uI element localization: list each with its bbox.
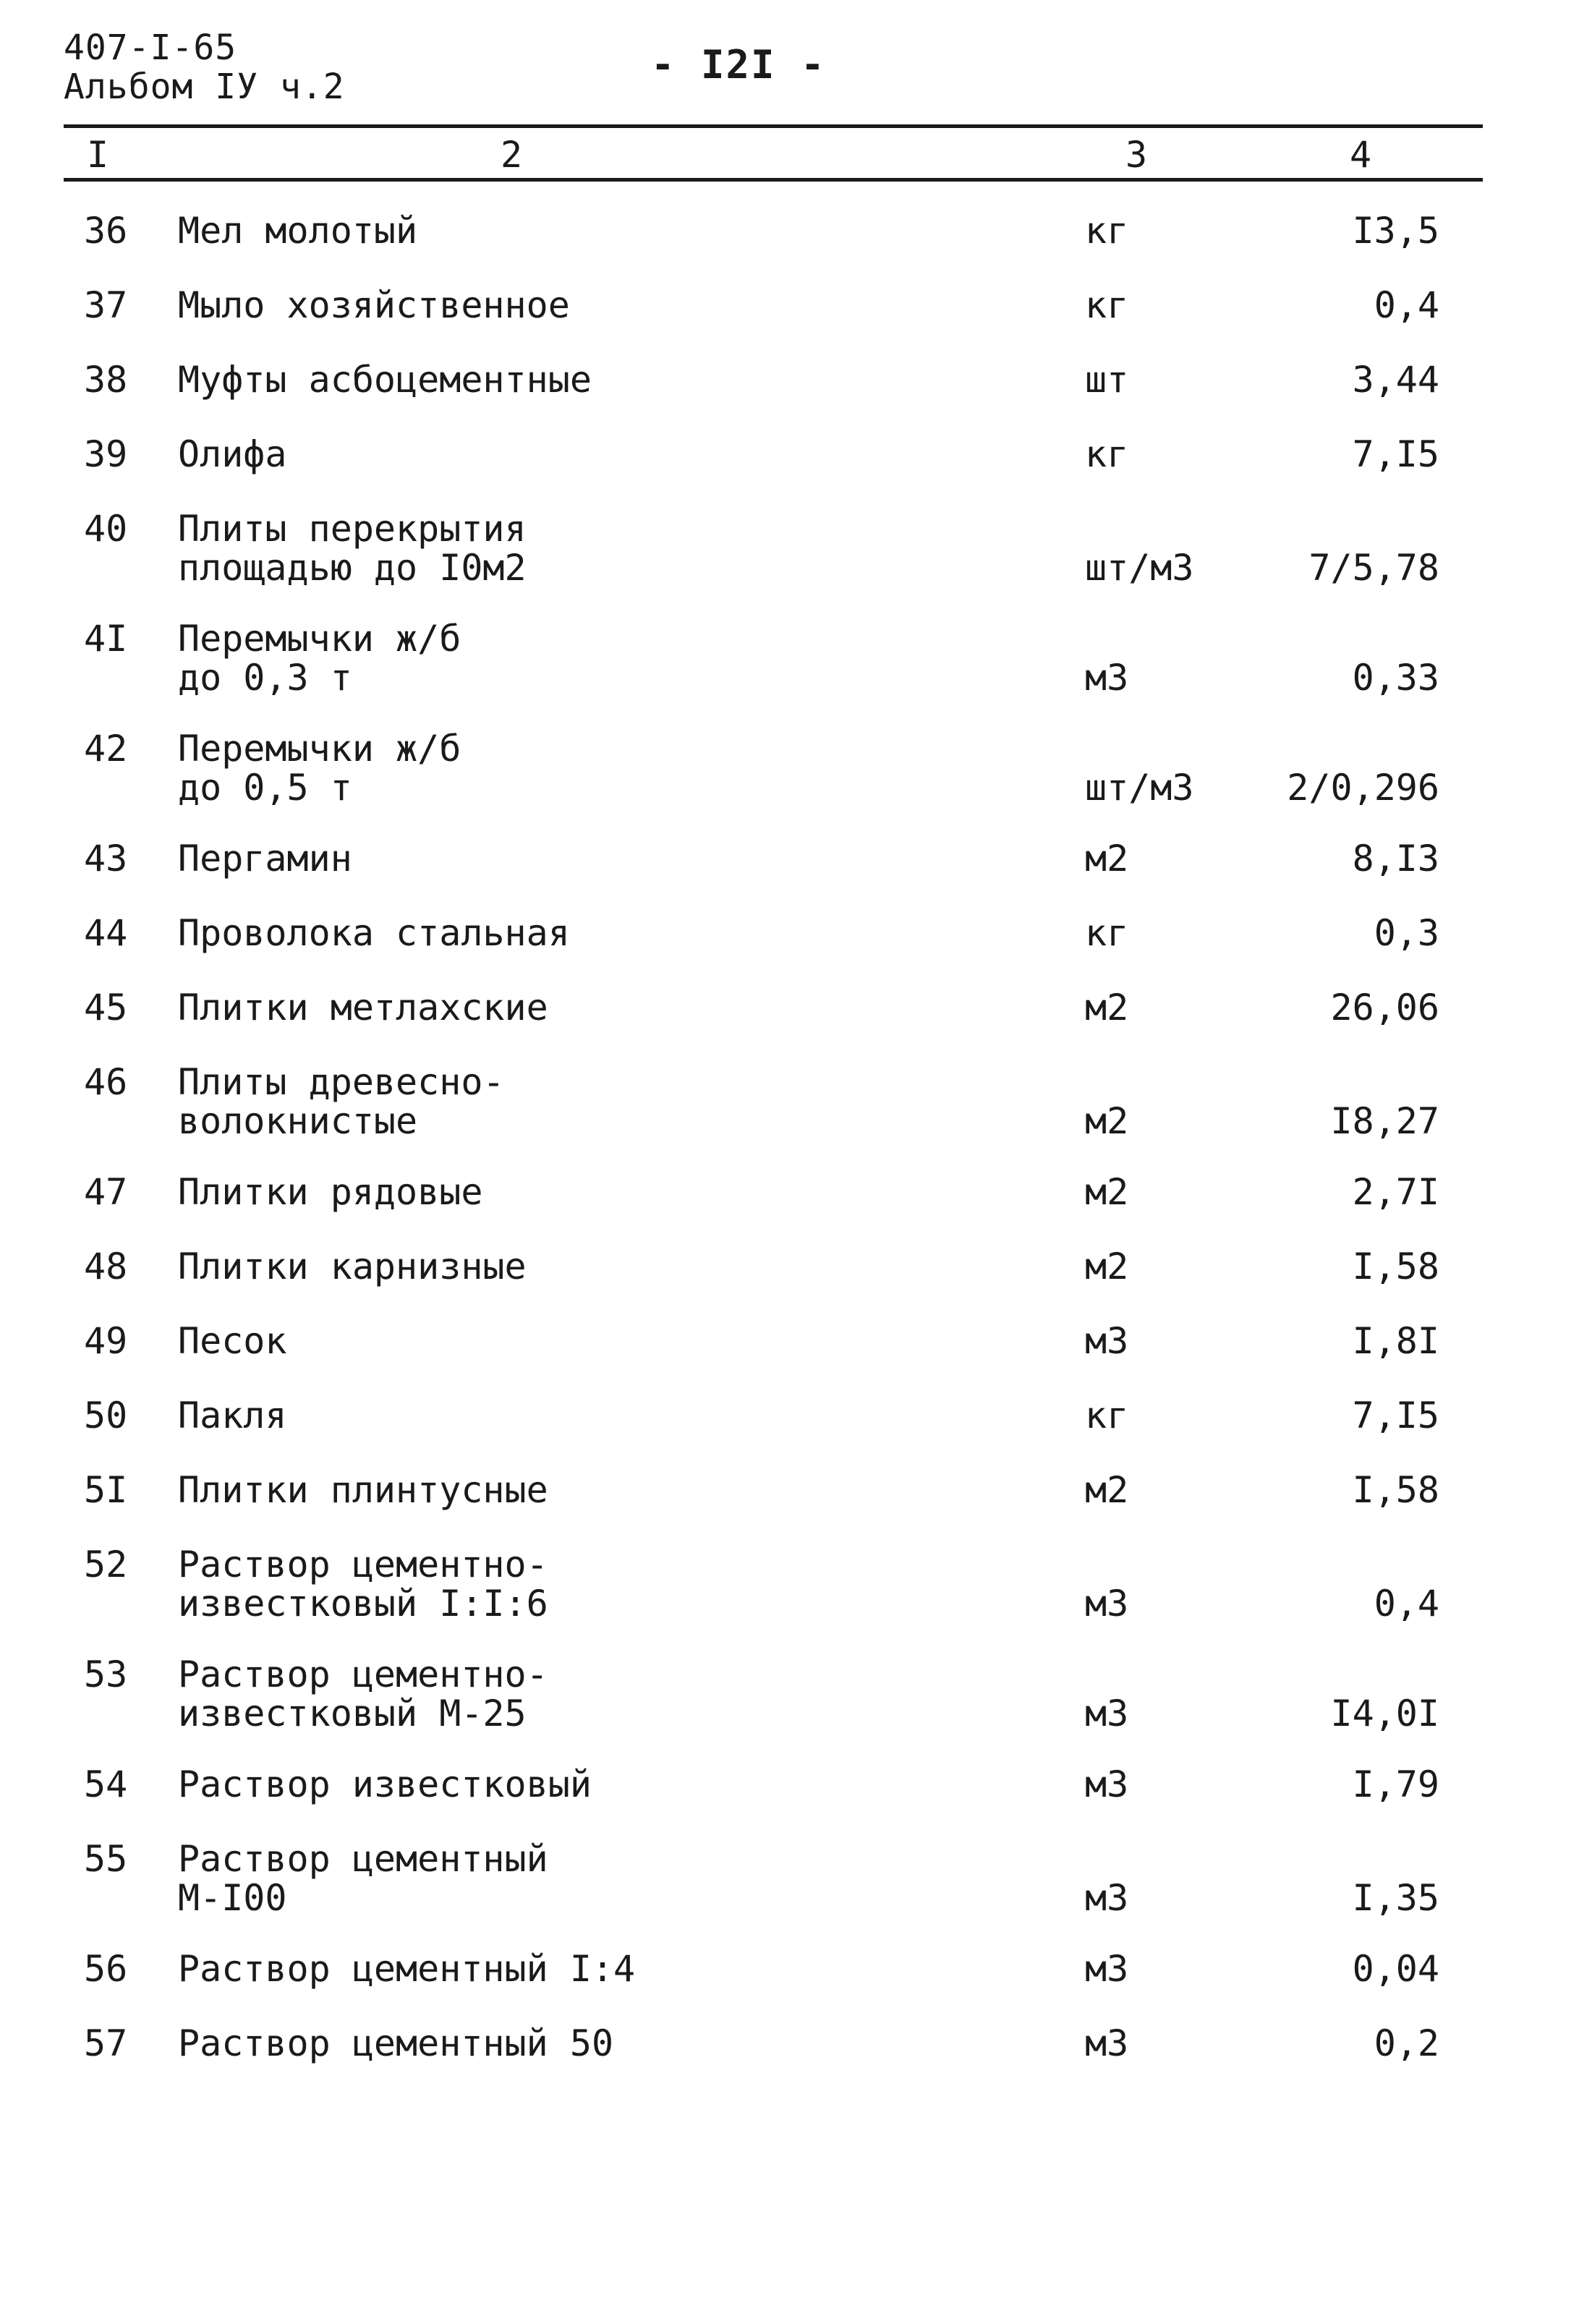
row-number: 5I [84, 1469, 128, 1511]
material-name-line: Раствор цементный [178, 1838, 548, 1880]
material-name-line: Муфты асбоцементные [178, 359, 592, 401]
row-number: 57 [84, 2022, 128, 2064]
material-name [178, 1172, 482, 1212]
unit: м2 [1085, 987, 1129, 1029]
unit: м3 [1085, 2022, 1129, 2064]
table-row [0, 612, 1592, 722]
material-name [178, 435, 287, 474]
column-header-4: 4 [1350, 134, 1372, 176]
table-top-rule [64, 124, 1483, 128]
material-name [178, 286, 570, 325]
quantity: 7,I5 [1352, 1395, 1439, 1436]
material-name [178, 1470, 548, 1510]
material-name [178, 1063, 505, 1141]
material-name-line: Плитки метлахские [178, 987, 548, 1029]
unit: м3 [1085, 1320, 1129, 1362]
material-name [178, 1765, 592, 1804]
quantity: 2,7I [1352, 1171, 1439, 1213]
quantity: 8,I3 [1352, 838, 1439, 880]
table-row [0, 1942, 1592, 2017]
row-number: 45 [84, 987, 128, 1029]
unit: м2 [1085, 1171, 1129, 1213]
table-row [0, 278, 1592, 353]
unit: м2 [1085, 838, 1129, 880]
unit: шт/м3 [1085, 767, 1194, 809]
material-name-line: Раствор цементный 50 [178, 2022, 614, 2064]
material-name-line: Плиты древесно- [178, 1061, 505, 1103]
unit: кг [1085, 433, 1129, 475]
quantity: 2/0,296 [1287, 767, 1439, 809]
unit: м2 [1085, 1100, 1129, 1142]
material-name-line: Мыло хозяйственное [178, 284, 570, 326]
table-row [0, 1832, 1592, 1942]
row-number: 55 [84, 1838, 128, 1880]
table-row [0, 832, 1592, 906]
material-name-line: Песок [178, 1320, 287, 1362]
material-name [178, 988, 548, 1027]
table-row [0, 353, 1592, 427]
table-body [0, 204, 1592, 2091]
material-name-line: Перемычки ж/б [178, 728, 461, 770]
table-row [0, 1240, 1592, 1314]
unit: м2 [1085, 1246, 1129, 1287]
page-number: - I2I - [651, 42, 826, 88]
material-name-line: Пергамин [178, 838, 352, 880]
document-code: 407-I-65 [64, 27, 237, 68]
quantity: 7,I5 [1352, 433, 1439, 475]
material-name [178, 509, 527, 587]
material-name [178, 1396, 287, 1435]
unit: шт [1085, 359, 1129, 401]
row-number: 50 [84, 1395, 128, 1436]
material-name [178, 1655, 548, 1733]
row-number: 48 [84, 1246, 128, 1287]
material-name-line: Плиты перекрытия [178, 508, 527, 550]
unit: кг [1085, 912, 1129, 954]
table-row [0, 1165, 1592, 1240]
material-name-line: Мел молотый [178, 210, 418, 252]
material-name-line: площадью до I0м2 [178, 547, 527, 589]
material-name-line: Раствор цементно- [178, 1653, 548, 1695]
row-number: 37 [84, 284, 128, 326]
quantity: 0,2 [1374, 2022, 1439, 2064]
material-name-line: известковый I:I:6 [178, 1583, 548, 1625]
material-name-line: Раствор цементно- [178, 1544, 548, 1585]
row-number: 53 [84, 1653, 128, 1695]
table-row [0, 1055, 1592, 1165]
table-header-rule [64, 178, 1483, 182]
material-name-line: до 0,5 т [178, 767, 352, 809]
unit: кг [1085, 284, 1129, 326]
material-name [178, 729, 461, 807]
table-row [0, 722, 1592, 832]
row-number: 36 [84, 210, 128, 252]
material-name-line: Раствор цементный I:4 [178, 1948, 636, 1990]
unit: м3 [1085, 1948, 1129, 1990]
quantity: I,58 [1352, 1469, 1439, 1511]
column-header-3: 3 [1125, 134, 1148, 176]
unit: шт/м3 [1085, 547, 1194, 589]
table-row [0, 1758, 1592, 1832]
table-row [0, 1314, 1592, 1389]
column-header-2: 2 [501, 134, 523, 176]
quantity: I8,27 [1330, 1100, 1439, 1142]
material-name-line: Проволока стальная [178, 912, 570, 954]
row-number: 44 [84, 912, 128, 954]
unit: кг [1085, 210, 1129, 252]
material-name-line: Плитки плинтусные [178, 1469, 548, 1511]
quantity: 0,33 [1352, 657, 1439, 699]
material-name [178, 360, 592, 399]
row-number: 42 [84, 728, 128, 770]
material-name [178, 1949, 635, 1988]
unit: м3 [1085, 1877, 1129, 1919]
quantity: I,79 [1352, 1763, 1439, 1805]
album-label: Альбом IУ ч.2 [64, 67, 345, 107]
row-number: 43 [84, 838, 128, 880]
quantity: 0,04 [1352, 1948, 1439, 1990]
row-number: 39 [84, 433, 128, 475]
quantity: 0,4 [1374, 284, 1439, 326]
material-name [178, 211, 417, 250]
material-name [178, 2024, 613, 2063]
material-name [178, 914, 570, 953]
row-number: 56 [84, 1948, 128, 1990]
column-header-1: I [87, 134, 109, 176]
material-name [178, 1321, 287, 1361]
row-number: 40 [84, 508, 128, 550]
material-name-line: известковый М-25 [178, 1693, 527, 1735]
table-row [0, 1648, 1592, 1758]
table-row [0, 2017, 1592, 2091]
material-name-line: Перемычки ж/б [178, 618, 461, 660]
material-name [178, 1247, 527, 1286]
table-row [0, 427, 1592, 502]
unit: кг [1085, 1395, 1129, 1436]
table-row [0, 1538, 1592, 1648]
material-name-line: Пакля [178, 1395, 287, 1436]
quantity: 26,06 [1330, 987, 1439, 1029]
material-name-line: Плитки карнизные [178, 1246, 527, 1287]
material-name [178, 1839, 548, 1917]
material-name [178, 839, 352, 878]
table-row [0, 981, 1592, 1055]
row-number: 52 [84, 1544, 128, 1585]
quantity: I,35 [1352, 1877, 1439, 1919]
table-row [0, 1463, 1592, 1538]
row-number: 47 [84, 1171, 128, 1213]
table-row [0, 906, 1592, 981]
table-row [0, 204, 1592, 278]
unit: м2 [1085, 1469, 1129, 1511]
material-name [178, 619, 461, 697]
material-name-line: до 0,3 т [178, 657, 352, 699]
quantity: 3,44 [1352, 359, 1439, 401]
table-row [0, 502, 1592, 612]
unit: м3 [1085, 1693, 1129, 1735]
row-number: 4I [84, 618, 128, 660]
quantity: 7/5,78 [1308, 547, 1439, 589]
row-number: 46 [84, 1061, 128, 1103]
row-number: 54 [84, 1763, 128, 1805]
quantity: I,8I [1352, 1320, 1439, 1362]
material-name-line: Олифа [178, 433, 287, 475]
material-name [178, 1545, 548, 1623]
material-name-line: М-I00 [178, 1877, 287, 1919]
material-name-line: Плитки рядовые [178, 1171, 483, 1213]
unit: м3 [1085, 1763, 1129, 1805]
material-name-line: Раствор известковый [178, 1763, 592, 1805]
row-number: 38 [84, 359, 128, 401]
material-name-line: волокнистые [178, 1100, 418, 1142]
table-row [0, 1389, 1592, 1463]
unit: м3 [1085, 1583, 1129, 1625]
row-number: 49 [84, 1320, 128, 1362]
quantity: 0,3 [1374, 912, 1439, 954]
unit: м3 [1085, 657, 1129, 699]
quantity: I3,5 [1352, 210, 1439, 252]
quantity: I,58 [1352, 1246, 1439, 1287]
quantity: I4,0I [1330, 1693, 1439, 1735]
quantity: 0,4 [1374, 1583, 1439, 1625]
